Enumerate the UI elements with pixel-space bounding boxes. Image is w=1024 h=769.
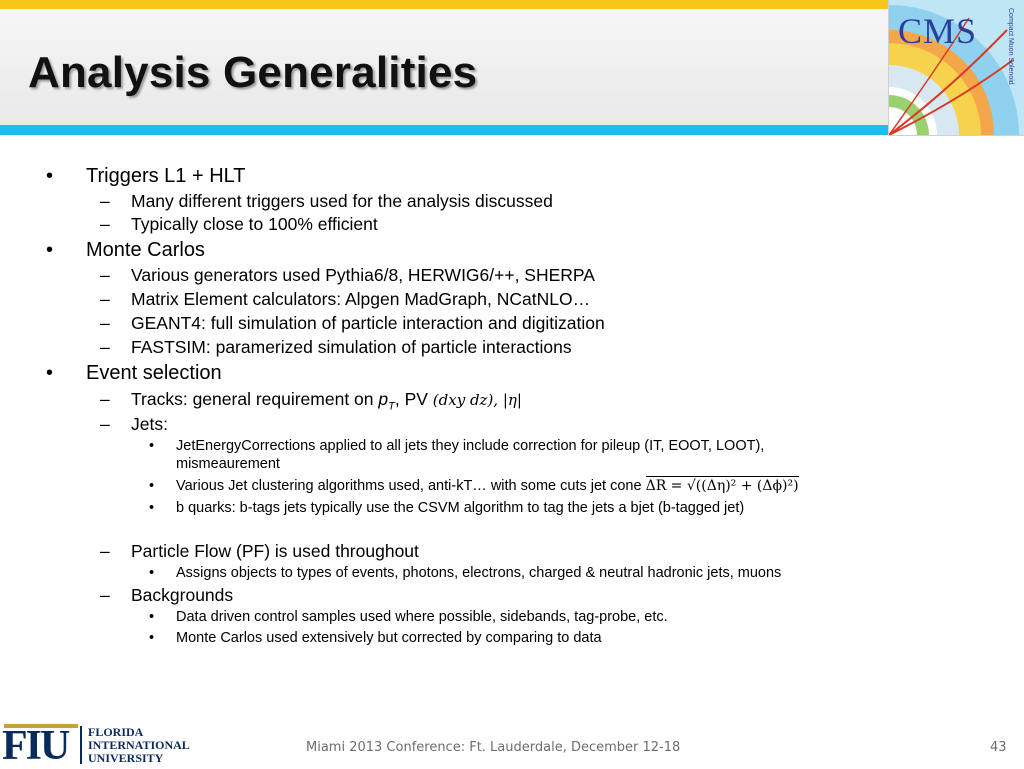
small-bullet-glyph: •	[149, 630, 155, 646]
sub-bullet-text: Many different triggers used for the analysis discussed	[131, 191, 553, 211]
title-divider	[0, 125, 1024, 135]
dash-glyph: –	[100, 214, 110, 234]
bullet-glyph: •	[46, 165, 54, 187]
sub-bullet-text: , PV	[394, 389, 433, 409]
bullet-text: Event selection	[86, 362, 222, 384]
dash-glyph: –	[100, 541, 110, 561]
dash-glyph: –	[100, 191, 110, 211]
track-cut-formula: (dxy dz), |η|	[432, 391, 522, 409]
sub-bullet-text: Particle Flow (PF) is used throughout	[131, 541, 419, 561]
fiu-logo-divider	[80, 726, 82, 764]
jet-algorithms-text: Various Jet clustering algorithms used, anti-kT… with some cuts jet cone	[176, 478, 646, 494]
sub-bullet-text: Backgrounds	[131, 585, 234, 605]
bullet-text: Monte Carlos	[86, 239, 205, 261]
sub-bullet-text: Typically close to 100% efficient	[131, 214, 378, 234]
cms-logo-subtitle: Compact Muon Solenoid	[1007, 8, 1014, 85]
sub-sub-bullet-text: Monte Carlos used extensively but corrected by comparing to data	[176, 630, 602, 646]
fiu-logo	[0, 722, 200, 768]
fiu-name-line: INTERNATIONAL	[88, 738, 190, 752]
sub-sub-bullet-text: JetEnergyCorrections applied to all jets they include correction for pileup (IT, EOOT, LOOT),	[176, 438, 765, 454]
cms-logo	[888, 0, 1024, 136]
delta-r-formula: ΔR = √((Δη)² + (Δϕ)²)	[645, 478, 799, 494]
page-number: 43	[990, 740, 1007, 755]
dash-glyph: –	[100, 414, 110, 434]
slide-title: Analysis Generalities	[28, 48, 478, 97]
sub-bullet-text: Matrix Element calculators: Alpgen MadGraph, NCatNLO…	[131, 289, 591, 309]
bullet-text: Triggers L1 + HLT	[86, 165, 246, 187]
tracks-requirement	[131, 389, 522, 413]
sub-sub-bullet-text: Assigns objects to types of events, photons, electrons, charged & neutral hadronic jets, muons	[176, 565, 782, 581]
fiu-name-line: UNIVERSITY	[88, 751, 164, 765]
small-bullet-glyph: •	[149, 609, 155, 625]
sub-bullet-text: FASTSIM: paramerized simulation of particle interactions	[131, 337, 572, 357]
sub-bullet-text: Various generators used Pythia6/8, HERWIG6/++, SHERPA	[131, 265, 595, 285]
bullet-glyph: •	[46, 362, 54, 384]
dash-glyph: –	[100, 337, 110, 357]
small-bullet-glyph: •	[149, 565, 155, 581]
sub-bullet-text: GEANT4: full simulation of particle interaction and digitization	[131, 313, 605, 333]
fiu-name-line: FLORIDA	[88, 725, 144, 739]
dash-glyph: –	[100, 313, 110, 333]
sub-bullet-text: Jets:	[131, 414, 168, 434]
dash-glyph: –	[100, 265, 110, 285]
dash-glyph: –	[100, 289, 110, 309]
fiu-logo-mark: FIU	[2, 723, 69, 769]
sub-sub-bullet-text: b quarks: b-tags jets typically use the CSVM algorithm to tag the jets a bjet (b-tagged jet)	[176, 500, 745, 516]
small-bullet-glyph: •	[149, 500, 155, 516]
small-bullet-glyph: •	[149, 478, 155, 494]
sub-bullet-text: Tracks: general requirement on	[131, 389, 379, 409]
dash-glyph: –	[100, 389, 110, 409]
cms-logo-text: CMS	[898, 11, 978, 51]
bullet-glyph: •	[46, 239, 54, 261]
small-bullet-glyph: •	[149, 438, 155, 454]
dash-glyph: –	[100, 585, 110, 605]
top-accent-bar	[0, 0, 888, 9]
footer-conference: Miami 2013 Conference: Ft. Lauderdale, December 12-18	[306, 740, 681, 755]
pt-symbol: p	[378, 389, 389, 409]
sub-sub-bullet-text: mismeaurement	[176, 456, 280, 472]
sub-sub-bullet-text	[176, 478, 799, 494]
pt-subscript: T	[388, 400, 395, 413]
sub-sub-bullet-text: Data driven control samples used where possible, sidebands, tag-probe, etc.	[176, 609, 668, 625]
